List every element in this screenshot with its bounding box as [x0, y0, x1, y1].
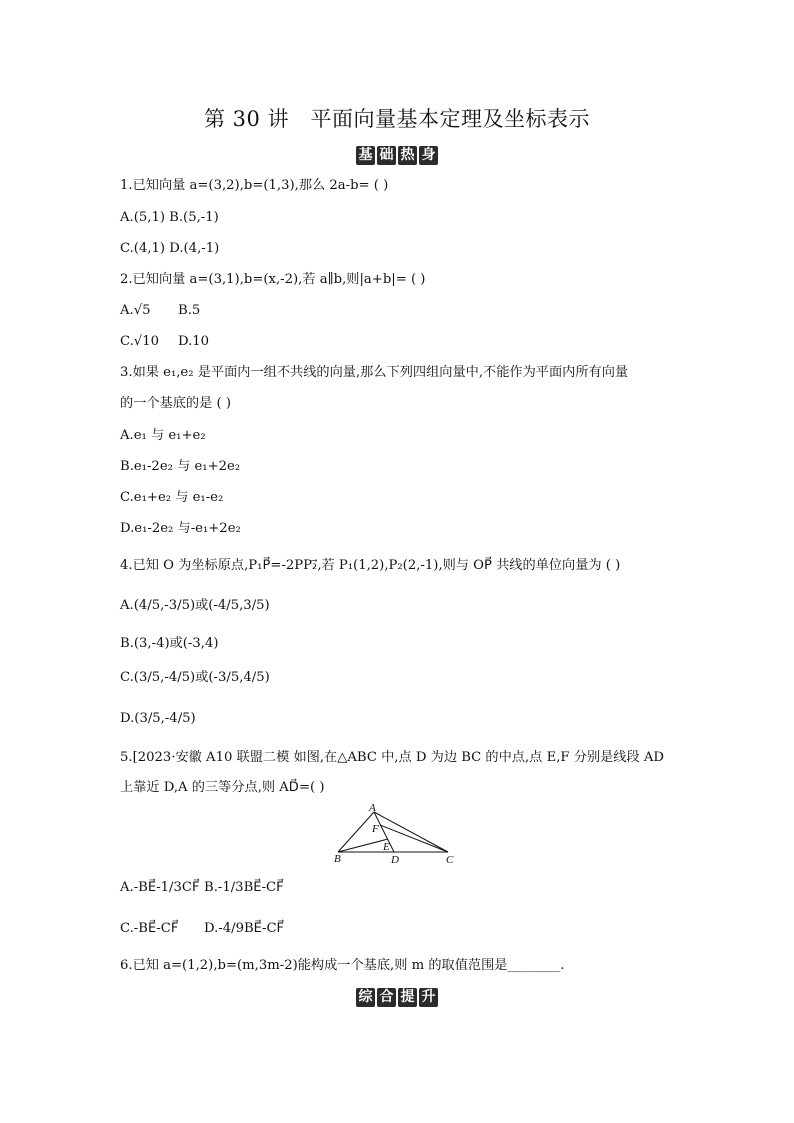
question-3-stem-line1: 3.如果 e₁,e₂ 是平面内一组不共线的向量,那么下列四组向量中,不能作为平面内所有向量: [120, 365, 629, 380]
label-a: A: [369, 802, 376, 814]
section-banner-advanced: [356, 988, 438, 1007]
question-1-options-cd: C.(4,1) D.(4,-1): [120, 241, 220, 256]
banner-char: 热: [398, 146, 417, 165]
question-3-option-a: A.e₁ 与 e₁+e₂: [120, 428, 206, 443]
question-3-option-c: C.e₁+e₂ 与 e₁-e₂: [120, 490, 224, 505]
banner-char: 合: [377, 988, 396, 1007]
banner-char: 提: [398, 988, 417, 1007]
question-1-options-ab: A.(5,1) B.(5,-1): [120, 210, 219, 225]
label-b: B: [334, 853, 341, 865]
triangle-figure: [334, 800, 464, 870]
question-3-stem-line2: 的一个基底的是 ( ): [120, 396, 231, 411]
banner-char: 础: [377, 146, 396, 165]
question-5-option-a: A.-BE⃗-1/3CF⃗: [120, 880, 200, 895]
segment-cf: [380, 825, 448, 852]
question-3-option-d: D.e₁-2e₂ 与-e₁+2e₂: [120, 521, 241, 536]
question-2-option-a: A.√5: [120, 303, 151, 318]
question-5-option-b: B.-1/3BE⃗-CF⃗: [204, 880, 284, 895]
question-4-option-b: B.(3,-4)或(-3,4): [120, 636, 219, 651]
label-f: F: [372, 823, 379, 835]
banner-char: 升: [419, 988, 438, 1007]
banner-char: 基: [356, 146, 375, 165]
question-1-stem: 1.已知向量 a=(3,2),b=(1,3),那么 2a-b= ( ): [120, 178, 389, 193]
page-title: 第 30 讲 平面向量基本定理及坐标表示: [203, 107, 591, 131]
label-c: C: [446, 854, 454, 866]
question-2-option-c: C.√10: [120, 334, 159, 349]
question-5-option-d: D.-4/9BE⃗-CF⃗: [204, 921, 285, 936]
question-2-option-d: D.10: [178, 334, 210, 349]
question-4-option-c: C.(3/5,-4/5)或(-3/5,4/5): [120, 670, 270, 685]
question-4-option-a: A.(4/5,-3/5)或(-4/5,3/5): [120, 598, 270, 613]
question-3-option-b: B.e₁-2e₂ 与 e₁+2e₂: [120, 459, 241, 474]
segment-be: [338, 839, 388, 852]
question-5-option-c: C.-BE⃗-CF⃗: [120, 921, 179, 936]
label-d: D: [391, 854, 399, 866]
section-banner-basic: [356, 146, 438, 165]
banner-char: 综: [356, 988, 375, 1007]
question-5-stem-line1: 5.[2023·安徽 A10 联盟二模 如图,在△ABC 中,点 D 为边 BC 的中点,点 E,F 分别是线段 AD: [120, 750, 664, 765]
question-4-stem: 4.已知 O 为坐标原点,P₁P⃗=-2PP₂⃗,若 P₁(1,2),P₂(2,-1),则与 OP⃗ 共线的单位向量为 ( ): [120, 558, 621, 573]
question-2-stem: 2.已知向量 a=(3,1),b=(x,-2),若 a∥b,则|a+b|= ( ): [120, 272, 426, 287]
question-5-stem-line2: 上靠近 D,A 的三等分点,则 AD⃗=( ): [120, 780, 325, 795]
banner-char: 身: [419, 146, 438, 165]
question-4-option-d: D.(3/5,-4/5): [120, 711, 196, 726]
segment-ab: [338, 812, 374, 852]
label-e: E: [383, 841, 390, 853]
question-2-option-b: B.5: [178, 303, 201, 318]
question-6-stem: 6.已知 a=(1,2),b=(m,3m-2)能构成一个基底,则 m 的取值范围是________.: [120, 958, 565, 973]
